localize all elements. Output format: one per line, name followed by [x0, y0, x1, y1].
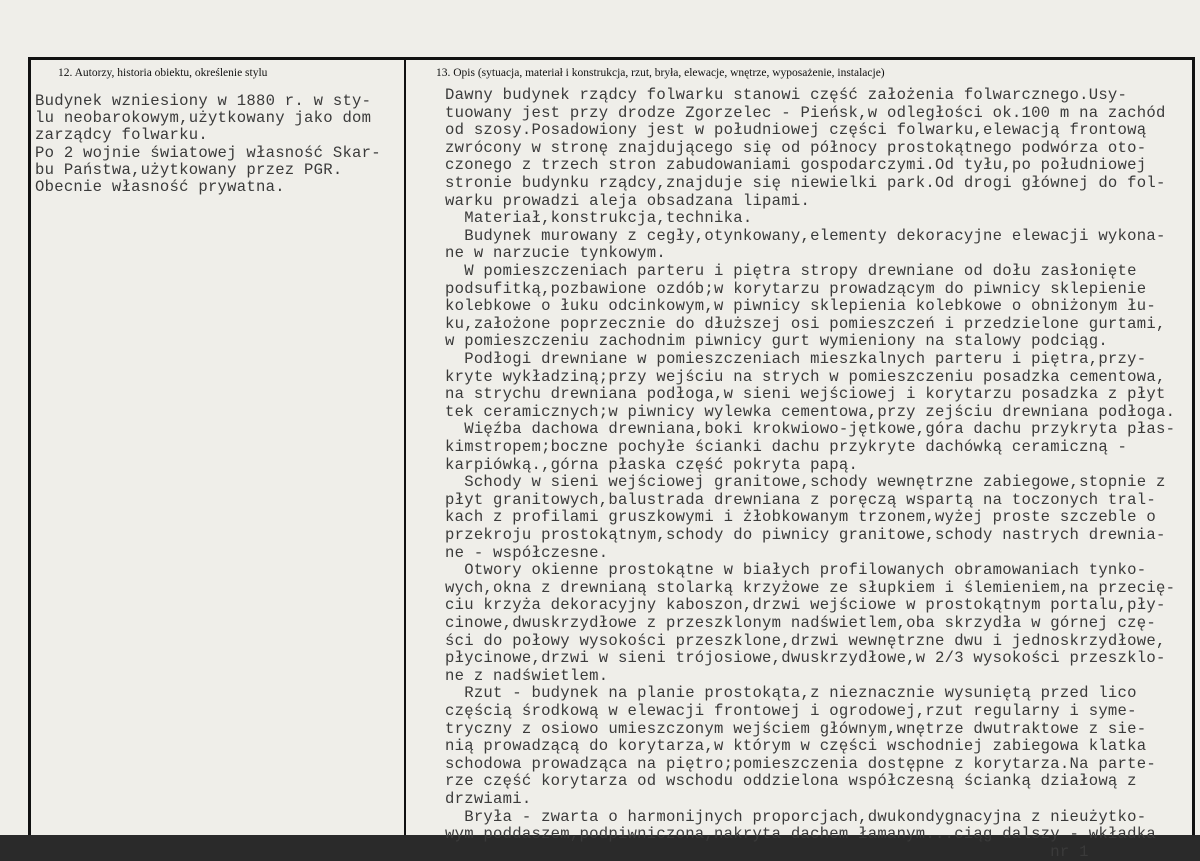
document-sheet: 12. Autorzy, historia obiektu, określenie stylu 13. Opis (sytuacja, materiał i konstrukcja, rzut, bryła, elewacje, wnętrze, wyposażenie, instalacje) Budynek wzniesiony w 1880 r. w sty- lu neobarokowym,użytkowany jako dom zarządcy folwarku. Po 2 wojnie światowej własność Skar- bu Państwa,użytkowany przez PGR. Obecnie własność prywatna. Dawny budynek rządcy folwarku stanowi część założenia folwarcznego.Usy- tuowany jest przy drodze Zgorzelec - Pieńsk,w odległości ok.100 m na zachód od szosy.Posadowiony jest w południowej części folwarku,elewacją frontową zwrócony w stronę znajdującego się od północy prostokątnego podwórza oto- czonego z trzech stron zabudowaniami gospodarczymi.Od tyłu,po południowej stronie budynku rządcy,znajduje się niewielki park.Od drogi głównej do fol- warku prowadzi aleja obsadzana lipami. Materiał,konstrukcja,technika. Budynek murowany z cegły,otynkowany,elementy dekoracyjne elewacji wykona- ne w narzucie tynkowym. W pomieszczeniach parteru i piętra stropy drewniane od dołu zasłonięte podsufitką,pozbawione ozdób;w korytarzu prowadzącym do piwnicy sklepienie kolebkowe o łuku odcinkowym,w piwnicy sklepienia kolebkowe o obniżonym łu- ku,założone poprzecznie do dłuższej osi pomieszczeń i przedzielone gurtami, w pomieszczeniu zachodnim piwnicy gurt wymieniony na stalowy podciąg. Podłogi drewniane w pomieszczeniach mieszkalnych parteru i piętra,przy- kryte wykładziną;przy wejściu na strych w pomieszczeniu posadzka cementowa, na strychu drewniana podłoga,w sieni wejściowej i korytarzu posadzka z płyt tek ceramicznych;w piwnicy wylewka cementowa,przy zejściu drewniana podłoga. Więźba dachowa drewniana,boki krokwiowo-jętkowe,góra dachu przykryta płas- kimstropem;boczne pochyłe ścianki dachu przykryte dachówką ceramiczną - karpiówką.,górna płaska część pokryta papą. Schody w sieni wejściowej granitowe,schody wewnętrzne zabiegowe,stopnie z płyt granitowych,balustrada drewniana z poręczą wspartą na toczonych tral- kach z profilami gruszkowymi i żłobkowanym trzonem,wyżej proste szczeble o przekroju prostokątnym,schody do piwnicy granitowe,schody nastrych drewnia- ne - współczesne. Otwory okienne prostokątne w białych profilowanych obramowaniach tynko- wych,okna z drewnianą stolarką krzyżowe ze słupkiem i ślemieniem,na przecię- ciu krzyża dekoracyjny kaboszon,drzwi wejściowe w prostokątnym portalu,pły- cinowe,dwuskrzydłowe z przeszklonym nadświetlem,oba skrzydła w górnej czę- ści do połowy wysokości przeszklone,drzwi wewnętrzne dwu i jednoskrzydłowe, płycinowe,drzwi w sieni trójosiowe,dwuskrzydłowe,w 2/3 wysokości przeszklo- ne z nadświetlem. Rzut - budynek na planie prostokąta,z nieznacznie wysuniętą przed lico częścią środkową w elewacji frontowej i ogrodowej,rzut regularny i syme- tryczny z osiowo umieszczonym wejściem głównym,wnętrze dwutraktowe z sie- nią prowadzącą do korytarza,w którym w części wschodniej zabiegowa klatka schodowa prowadząca na piętro;pomieszczenia dostępne z korytarza.Na parte- rze część korytarza od wschodu oddzielona współczesną ścianką działową z drzwiami. Bryła - zwarta o harmonijnych proporcjach,dwukondygnacyjna z nieużytko- wym poddaszem,podpiwniczona,nakryta dachem łamanym...ciąg dalszy - wkładka nr 1 — [0, 0, 1200, 835]
section-12-header: 12. Autorzy, historia obiektu, określenie stylu — [58, 67, 268, 79]
column-divider — [404, 57, 406, 835]
section-13-header: 13. Opis (sytuacja, materiał i konstrukcja, rzut, bryła, elewacje, wnętrze, wyposażenie, instalacje) — [436, 67, 885, 79]
